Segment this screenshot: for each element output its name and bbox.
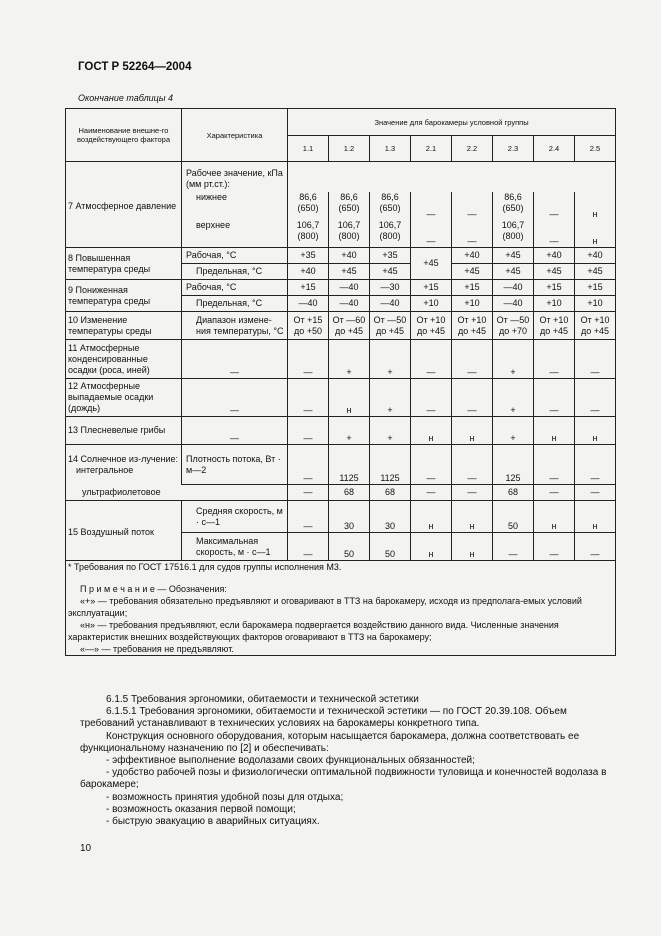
list-item: - эффективное выполнение водолазами своих функциональных обязанностей; <box>106 755 475 767</box>
table-cell: 86,6 (650) <box>288 192 329 220</box>
table-cell: 50 <box>493 501 534 533</box>
table-cell: + <box>493 417 534 445</box>
table-cell: — <box>452 340 493 379</box>
table-cell: +40 <box>534 248 575 264</box>
table-cell: +45 <box>452 264 493 280</box>
table-row <box>66 162 616 192</box>
table-cell: +15 <box>575 280 616 296</box>
table-cell: — <box>575 485 616 501</box>
table-cell: +45 <box>370 264 411 280</box>
group-code: 1.2 <box>329 136 370 162</box>
table-cell: +45 <box>493 264 534 280</box>
table-cell: н <box>575 501 616 533</box>
table-cell: — <box>411 445 452 485</box>
table-cell: +10 <box>534 296 575 312</box>
paragraph: Конструкция основного оборудования, которым насыщается барокамера, должна соответствовать ее функциональному назначению по [2] и обеспечивать: <box>80 730 580 754</box>
factor-name: 13 Плесневелые грибы <box>66 417 182 445</box>
group-code: 2.5 <box>575 136 616 162</box>
table-cell: н <box>411 533 452 561</box>
table-cell: +40 <box>575 248 616 264</box>
footnote: * Требования по ГОСТ 17516.1 для судов группы исполнения М3. <box>68 562 342 572</box>
char-label: Рабочее значение, кПа (мм рт.ст.): <box>182 162 288 192</box>
table-cell: +45 <box>575 264 616 280</box>
table-cell: н <box>534 417 575 445</box>
table-row <box>66 312 616 340</box>
table-cell: — <box>411 220 452 248</box>
table-cell: —40 <box>493 280 534 296</box>
table-cell: 30 <box>329 501 370 533</box>
table-cell: 106,7 (800) <box>329 220 370 248</box>
factor-name: 14 Солнечное из-лучение: <box>68 453 179 464</box>
table-cell: +35 <box>370 248 411 264</box>
table-cell: + <box>493 340 534 379</box>
table-cell: — <box>411 340 452 379</box>
table-cell: 50 <box>329 533 370 561</box>
table-row <box>66 340 616 379</box>
table-row <box>66 379 616 417</box>
char-label: верхнее <box>182 220 288 248</box>
char-label: Предельная, °С <box>182 296 288 312</box>
table-cell: н <box>534 501 575 533</box>
table-cell: 106,7 (800) <box>288 220 329 248</box>
table-cell: +15 <box>411 280 452 296</box>
list-item: - возможность принятия удобной позы для отдыха; <box>106 791 344 803</box>
table-notes <box>66 561 616 656</box>
group-code: 2.3 <box>493 136 534 162</box>
factor-name: 7 Атмосферное давление <box>66 162 182 248</box>
col-factor-header: Наименование внешне-го воздействующего фактора <box>66 109 182 162</box>
requirements-table <box>65 108 616 656</box>
table-cell: 106,7 (800) <box>493 220 534 248</box>
table-cell: — <box>534 220 575 248</box>
table-cell: 106,7 (800) <box>370 220 411 248</box>
table-row <box>66 280 616 296</box>
table-cell: 68 <box>370 485 411 501</box>
table-cell: —40 <box>493 296 534 312</box>
table-cell: н <box>452 501 493 533</box>
table-cell: — <box>534 445 575 485</box>
table-cell: 68 <box>493 485 534 501</box>
table-cell: — <box>411 379 452 417</box>
table-cell: + <box>370 340 411 379</box>
note-title: П р и м е ч а н и е — Обозначения: <box>80 584 227 594</box>
char-label: — <box>182 340 288 379</box>
table-cell: — <box>575 445 616 485</box>
table-cell: н <box>411 417 452 445</box>
table-cell: От —50 до +70 <box>493 312 534 340</box>
table-cell: +40 <box>452 248 493 264</box>
table-cell: +10 <box>411 296 452 312</box>
table-cell: От —60 до +45 <box>329 312 370 340</box>
char-label: — <box>182 417 288 445</box>
table-cell: +40 <box>288 264 329 280</box>
table-cell: — <box>534 340 575 379</box>
char-label: — <box>182 379 288 417</box>
section-heading: 6.1.5 Требования эргономики, обитаемости и технической эстетики <box>106 694 419 705</box>
table-cell: н <box>575 417 616 445</box>
table-cell: +45 <box>534 264 575 280</box>
table-cell: +35 <box>288 248 329 264</box>
factor-name: 10 Изменение температуры среды <box>66 312 182 340</box>
table-cell: —40 <box>329 296 370 312</box>
table-cell: — <box>493 533 534 561</box>
table-cell: 50 <box>370 533 411 561</box>
table-cell: +40 <box>329 248 370 264</box>
table-row <box>66 501 616 533</box>
group-code: 2.2 <box>452 136 493 162</box>
table-cell: +15 <box>288 280 329 296</box>
table-cell: 86,6 (650) <box>493 192 534 220</box>
table-cell: — <box>452 445 493 485</box>
table-cell: н <box>575 192 616 220</box>
group-code: 2.1 <box>411 136 452 162</box>
table-row <box>66 445 616 485</box>
char-label: Предельная, °С <box>182 264 288 280</box>
factor-sub-label: интегральное <box>76 464 134 475</box>
table-cell: От +15 до +50 <box>288 312 329 340</box>
page-number: 10 <box>80 843 92 854</box>
table-row <box>66 561 616 656</box>
table-cell: н <box>452 533 493 561</box>
paragraph: 6.1.5.1 Требования эргономики, обитаемости и технической эстетики — по ГОСТ 20.39.108. Объем требований устанавливают в технических условиях на барокамеры конкретного типа. <box>80 706 567 730</box>
table-cell: —30 <box>370 280 411 296</box>
table-cell: + <box>493 379 534 417</box>
table-cell: — <box>288 445 329 485</box>
table-cell: + <box>370 379 411 417</box>
factor-name: 8 Повышенная температура среды <box>66 248 182 280</box>
table-cell: + <box>329 340 370 379</box>
table-cell: — <box>411 485 452 501</box>
table-cell: 1125 <box>370 445 411 485</box>
char-label: Рабочая, °С <box>182 280 288 296</box>
table-cell: — <box>452 192 493 220</box>
table-cell: —40 <box>288 296 329 312</box>
char-label: Плотность потока, Вт · м—2 <box>182 445 288 485</box>
table-cell: + <box>370 417 411 445</box>
table-cell: — <box>288 379 329 417</box>
char-label: Диапазон измене-ния температуры, °С <box>182 312 288 340</box>
table-cell: н <box>575 220 616 248</box>
table-cell: +15 <box>534 280 575 296</box>
table-cell: — <box>452 220 493 248</box>
table-cell: 125 <box>493 445 534 485</box>
table-cell: н <box>329 379 370 417</box>
table-cell: — <box>452 379 493 417</box>
table-cell: — <box>534 533 575 561</box>
factor-name: 15 Воздушный поток <box>66 501 182 561</box>
factor-sub-label: ультрафиолетовое <box>66 485 288 501</box>
table-row <box>66 417 616 445</box>
table-cell: — <box>575 533 616 561</box>
table-cell: +10 <box>575 296 616 312</box>
list-item: - возможность оказания первой помощи; <box>106 803 296 815</box>
char-label: Рабочая, °С <box>182 248 288 264</box>
table-cell: 1125 <box>329 445 370 485</box>
table-cell: +10 <box>452 296 493 312</box>
table-cell: — <box>534 379 575 417</box>
body-text <box>80 694 614 828</box>
table-cell: — <box>288 417 329 445</box>
table-cell: +45 <box>411 248 452 280</box>
table-cell: — <box>452 485 493 501</box>
note-dash: «—» — требования не предъявляют. <box>80 644 234 654</box>
char-label: нижнее <box>182 192 288 220</box>
factor-cell <box>66 445 182 485</box>
table-cell: — <box>288 485 329 501</box>
table-cell: 86,6 (650) <box>370 192 411 220</box>
table-row <box>66 485 616 501</box>
table-row <box>66 248 616 264</box>
table-caption: Окончание таблицы 4 <box>78 93 173 103</box>
factor-name: 9 Пониженная температура среды <box>66 280 182 312</box>
list-item: - удобство рабочей позы и физиологически оптимальной подвижности туловища и конечностей водолаза в барокамере; <box>80 767 607 791</box>
col-char-header: Характеристика <box>182 109 288 162</box>
table-cell: — <box>534 192 575 220</box>
table-cell: — <box>534 485 575 501</box>
table-cell: — <box>575 379 616 417</box>
list-item: - быструю эвакуацию в аварийных ситуациях. <box>106 816 320 828</box>
table-cell: н <box>452 417 493 445</box>
char-label: Максимальная скорость, м · с—1 <box>182 533 288 561</box>
table-cell: —40 <box>370 296 411 312</box>
table-cell: н <box>411 501 452 533</box>
table-cell: +45 <box>329 264 370 280</box>
table-cell: — <box>288 501 329 533</box>
table-cell: + <box>329 417 370 445</box>
table-cell: — <box>288 533 329 561</box>
standard-header: ГОСТ Р 52264—2004 <box>78 61 192 73</box>
table-cell: +45 <box>493 248 534 264</box>
table-cell: — <box>411 192 452 220</box>
char-label: Средняя скорость, м · с—1 <box>182 501 288 533</box>
note-n: «н» — требования предъявляют, если барокамера подвергается воздействию данного вида. Численные значения характеристик внешних воздействующих факторов оговаривают в ТТЗ на барокамеру; <box>68 620 559 642</box>
table-cell: 30 <box>370 501 411 533</box>
factor-name: 12 Атмосферные выпадаемые осадки (дождь) <box>66 379 182 417</box>
table-cell: От +10 до +45 <box>452 312 493 340</box>
table-cell: От +10 до +45 <box>575 312 616 340</box>
col-group-header: Значение для барокамеры условной группы <box>288 109 616 136</box>
table-cell: От +10 до +45 <box>411 312 452 340</box>
group-code: 2.4 <box>534 136 575 162</box>
table-cell: 68 <box>329 485 370 501</box>
note-plus: «+» — требования обязательно предъявляют и оговаривают в ТТЗ на барокамеру, исходя из предполага-емых условий эксплуатации; <box>68 596 582 618</box>
table-cell: От —50 до +45 <box>370 312 411 340</box>
group-code: 1.1 <box>288 136 329 162</box>
group-code: 1.3 <box>370 136 411 162</box>
table-cell: +15 <box>452 280 493 296</box>
table-cell: — <box>288 340 329 379</box>
table-cell: 86,6 (650) <box>329 192 370 220</box>
table-cell: — <box>575 340 616 379</box>
table-cell: —40 <box>329 280 370 296</box>
table-cell: От +10 до +45 <box>534 312 575 340</box>
factor-name: 11 Атмосферные конденсированные осадки (роса, иней) <box>66 340 182 379</box>
